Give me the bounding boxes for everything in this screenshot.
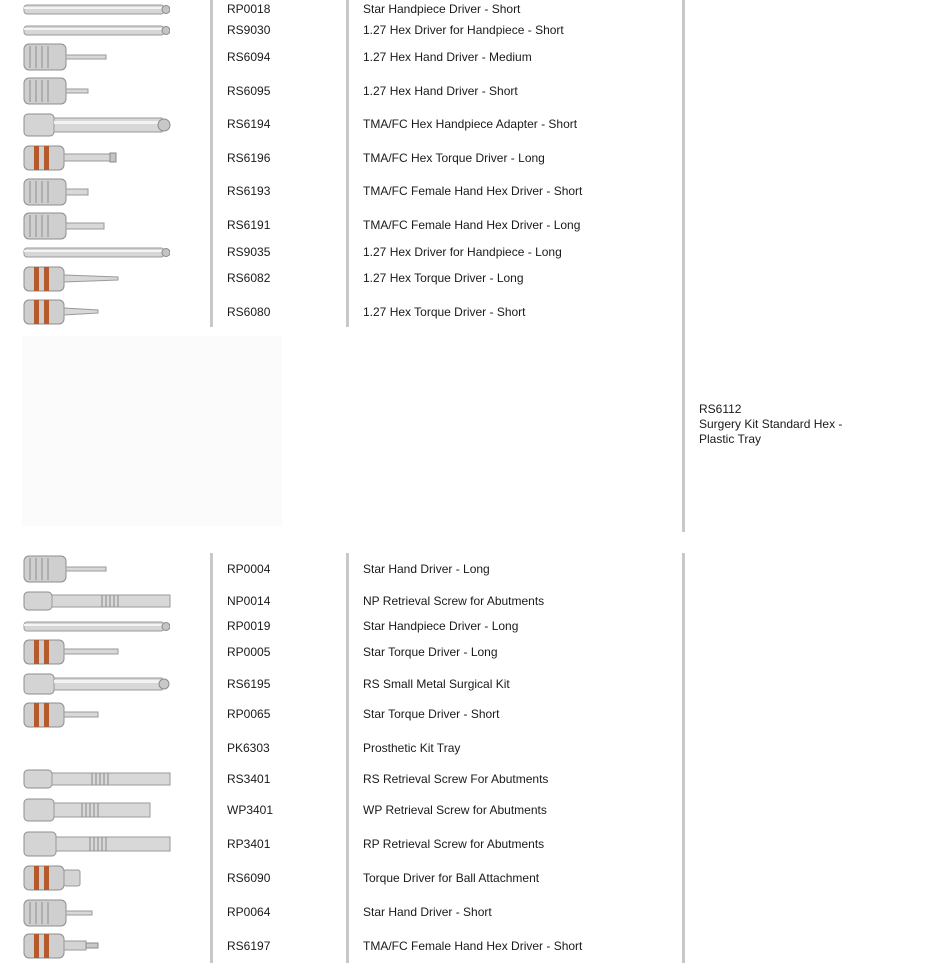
product-description: Prosthetic Kit Tray <box>363 741 461 755</box>
product-description: Star Hand Driver - Short <box>363 905 492 919</box>
hand-driver-icon <box>20 40 190 73</box>
product-code: PK6303 <box>227 741 270 755</box>
product-row <box>0 637 926 668</box>
torque-driver-icon <box>20 637 190 668</box>
hand-driver-icon <box>20 553 190 585</box>
product-description: Torque Driver for Ball Attachment <box>363 871 540 885</box>
product-code: RP0018 <box>227 2 271 16</box>
product-row <box>0 764 926 794</box>
torque-driver-icon <box>20 930 190 963</box>
product-row <box>0 108 926 141</box>
product-row <box>0 74 926 107</box>
product-row <box>0 930 926 963</box>
product-code: RS9030 <box>227 23 271 37</box>
product-description: Star Torque Driver - Long <box>363 645 498 659</box>
product-row <box>0 553 926 585</box>
handpiece-driver-icon <box>20 20 190 40</box>
product-row <box>0 896 926 929</box>
retrieval-screw-icon <box>20 587 190 615</box>
product-description: RS Small Metal Surgical Kit <box>363 677 510 691</box>
product-description: Star Handpiece Driver - Short <box>363 2 521 16</box>
hand-driver-icon <box>20 175 190 208</box>
handpiece-driver-icon <box>20 0 190 20</box>
torque-driver-icon <box>20 142 190 174</box>
kit-tray-image <box>22 336 282 526</box>
product-row <box>0 0 926 20</box>
hand-driver-icon <box>20 74 190 107</box>
torque-driver-icon <box>20 862 190 895</box>
product-description: WP Retrieval Screw for Abutments <box>363 803 547 817</box>
product-description: TMA/FC Hex Handpiece Adapter - Short <box>363 117 578 131</box>
product-code: RP0019 <box>227 619 271 633</box>
product-description: TMA/FC Hex Torque Driver - Long <box>363 151 545 165</box>
product-description: Star Torque Driver - Short <box>363 707 500 721</box>
handpiece-driver-icon <box>20 616 190 636</box>
hand-driver-icon <box>20 209 190 242</box>
product-description: Star Handpiece Driver - Long <box>363 619 519 633</box>
product-row <box>0 40 926 73</box>
product-code: RP3401 <box>227 837 271 851</box>
torque-driver-icon <box>20 263 190 295</box>
product-row <box>0 795 926 826</box>
column-divider <box>346 553 349 963</box>
product-code: RS3401 <box>227 772 271 786</box>
product-description: TMA/FC Female Hand Hex Driver - Long <box>363 218 581 232</box>
product-code: RS6194 <box>227 117 271 131</box>
column-divider <box>346 0 349 327</box>
handpiece-adapter-icon <box>20 669 190 699</box>
product-row <box>0 142 926 174</box>
product-code: RS6094 <box>227 50 271 64</box>
handpiece-driver-icon <box>20 243 190 263</box>
product-row <box>0 862 926 895</box>
product-row <box>0 731 926 763</box>
column-divider <box>210 553 213 963</box>
product-description: TMA/FC Female Hand Hex Driver - Short <box>363 184 583 198</box>
product-code: RS6197 <box>227 939 271 953</box>
product-description: 1.27 Hex Driver for Handpiece - Short <box>363 23 564 37</box>
product-description: 1.27 Hex Hand Driver - Short <box>363 84 518 98</box>
product-code: RS6095 <box>227 84 271 98</box>
product-code: RS6080 <box>227 305 271 319</box>
product-row <box>0 616 926 636</box>
product-row <box>0 243 926 263</box>
product-row <box>0 700 926 730</box>
product-code: RP0004 <box>227 562 271 576</box>
product-description: 1.27 Hex Torque Driver - Long <box>363 271 524 285</box>
product-row <box>0 263 926 295</box>
product-description: Star Hand Driver - Long <box>363 562 490 576</box>
product-description: 1.27 Hex Hand Driver - Medium <box>363 50 532 64</box>
retrieval-screw-icon <box>20 764 190 794</box>
kit-code: RS6112 <box>699 402 742 416</box>
hand-driver-icon <box>20 896 190 929</box>
product-description: RS Retrieval Screw For Abutments <box>363 772 549 786</box>
product-code: NP0014 <box>227 594 271 608</box>
product-row <box>0 296 926 329</box>
column-divider <box>682 553 685 963</box>
product-code: RP0065 <box>227 707 271 721</box>
product-row <box>0 20 926 40</box>
handpiece-adapter-icon <box>20 108 190 141</box>
column-divider <box>210 0 213 327</box>
retrieval-screw-icon <box>20 828 190 861</box>
product-code: RP0064 <box>227 905 271 919</box>
kit-description: Surgery Kit Standard Hex - Plastic Tray <box>699 417 843 446</box>
product-row <box>0 669 926 699</box>
product-description: 1.27 Hex Torque Driver - Short <box>363 305 526 319</box>
torque-driver-icon <box>20 700 190 730</box>
kit-label <box>699 402 899 447</box>
retrieval-screw-icon <box>20 795 190 826</box>
product-code: RS6195 <box>227 677 271 691</box>
product-row <box>0 587 926 615</box>
product-code: RS9035 <box>227 245 271 259</box>
product-description: RP Retrieval Screw for Abutments <box>363 837 545 851</box>
product-code: WP3401 <box>227 803 274 817</box>
product-row <box>0 209 926 242</box>
product-description: 1.27 Hex Driver for Handpiece - Long <box>363 245 562 259</box>
product-code: RS6191 <box>227 218 271 232</box>
torque-driver-icon <box>20 296 190 329</box>
product-code: RP0005 <box>227 645 271 659</box>
product-description: NP Retrieval Screw for Abutments <box>363 594 545 608</box>
product-code: RS6196 <box>227 151 271 165</box>
product-code: RS6090 <box>227 871 271 885</box>
column-divider <box>682 0 685 532</box>
product-code: RS6082 <box>227 271 271 285</box>
product-code: RS6193 <box>227 184 271 198</box>
product-row <box>0 175 926 208</box>
product-description: TMA/FC Female Hand Hex Driver - Short <box>363 939 583 953</box>
product-row <box>0 828 926 861</box>
